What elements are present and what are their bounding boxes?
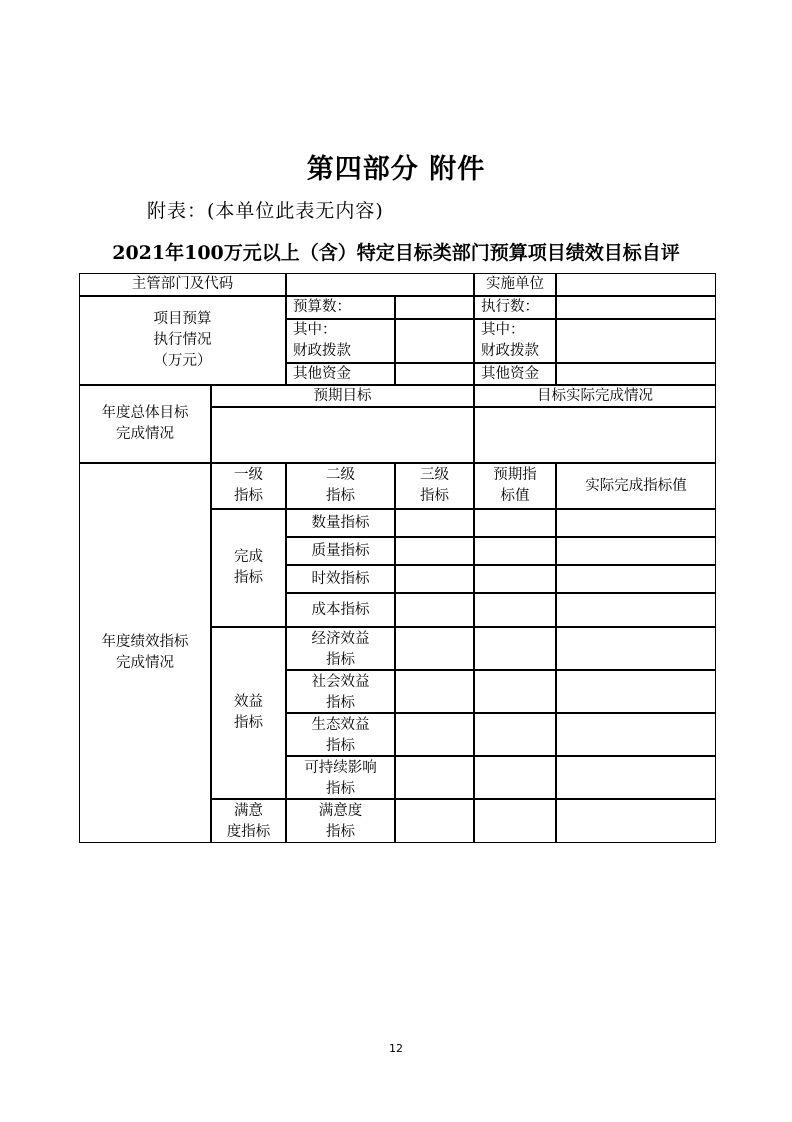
actual-cell xyxy=(556,509,716,537)
col-level1-header: 一级 指标 xyxy=(211,463,286,509)
performance-label: 年度绩效指标 完成情况 xyxy=(79,463,211,843)
col-actual-header: 实际完成指标值 xyxy=(556,463,716,509)
expected-cell xyxy=(474,565,556,593)
indicator-sustainable: 可持续影响 指标 xyxy=(286,756,395,799)
expected-cell xyxy=(474,713,556,756)
indicator-economic: 经济效益 指标 xyxy=(286,627,395,670)
level3-cell xyxy=(395,565,474,593)
expected-cell xyxy=(474,627,556,670)
budget-fiscal-label: 其中： 财政拨款 xyxy=(286,319,395,363)
actual-cell xyxy=(556,670,716,713)
actual-cell xyxy=(556,565,716,593)
indicator-quantity: 数量指标 xyxy=(286,509,395,537)
indicator-cost: 成本指标 xyxy=(286,593,395,627)
executed-other-value-cell xyxy=(556,363,716,385)
actual-goal-header: 目标实际完成情况 xyxy=(474,385,716,407)
group-benefit-label: 效益 指标 xyxy=(211,627,286,799)
budget-fiscal-value-cell xyxy=(395,319,474,363)
actual-cell xyxy=(556,756,716,799)
expected-cell xyxy=(474,756,556,799)
executed-other-label: 其他资金 xyxy=(474,363,556,385)
level3-cell xyxy=(395,799,474,843)
annual-goal-label: 年度总体目标 完成情况 xyxy=(79,385,211,463)
expected-cell xyxy=(474,593,556,627)
budget-amount-value-cell xyxy=(395,296,474,319)
executed-amount-value-cell xyxy=(556,296,716,319)
impl-unit-value-cell xyxy=(556,273,716,296)
col-level2-header: 二级 指标 xyxy=(286,463,395,509)
level3-cell xyxy=(395,756,474,799)
group-completion-label: 完成 指标 xyxy=(211,509,286,627)
expected-cell xyxy=(474,537,556,565)
impl-unit-label: 实施单位 xyxy=(474,273,556,296)
indicator-timeliness: 时效指标 xyxy=(286,565,395,593)
indicator-ecological: 生态效益 指标 xyxy=(286,713,395,756)
level3-cell xyxy=(395,537,474,565)
group-satisfaction-label: 满意 度指标 xyxy=(211,799,286,843)
expected-cell xyxy=(474,509,556,537)
col-level3-header: 三级 指标 xyxy=(395,463,474,509)
level3-cell xyxy=(395,509,474,537)
dept-label: 主管部门及代码 xyxy=(79,273,286,296)
actual-cell xyxy=(556,713,716,756)
actual-cell xyxy=(556,593,716,627)
actual-cell xyxy=(556,627,716,670)
dept-value-cell xyxy=(286,273,474,296)
expected-goal-value-cell xyxy=(211,407,474,463)
budget-execution-label: 项目预算 执行情况 （万元） xyxy=(79,296,286,385)
actual-goal-value-cell xyxy=(474,407,716,463)
page-title: 第四部分 附件 xyxy=(306,154,486,185)
level3-cell xyxy=(395,713,474,756)
budget-other-label: 其他资金 xyxy=(286,363,395,385)
actual-cell xyxy=(556,537,716,565)
executed-fiscal-label: 其中： 财政拨款 xyxy=(474,319,556,363)
expected-goal-header: 预期目标 xyxy=(211,385,474,407)
expected-cell xyxy=(474,670,556,713)
col-expected-header: 预期指 标值 xyxy=(474,463,556,509)
level3-cell xyxy=(395,593,474,627)
expected-cell xyxy=(474,799,556,843)
indicator-social: 社会效益 指标 xyxy=(286,670,395,713)
appendix-note: 附表：(本单位此表无内容) xyxy=(147,200,384,222)
budget-other-value-cell xyxy=(395,363,474,385)
indicator-satisfaction: 满意度 指标 xyxy=(286,799,395,843)
executed-amount-label: 执行数： xyxy=(474,296,556,319)
page-number: 12 xyxy=(389,1042,403,1055)
level3-cell xyxy=(395,670,474,713)
indicator-quality: 质量指标 xyxy=(286,537,395,565)
executed-fiscal-value-cell xyxy=(556,319,716,363)
table-title: 2021年100万元以上（含）特定目标类部门预算项目绩效目标自评 xyxy=(112,242,680,264)
level3-cell xyxy=(395,627,474,670)
budget-amount-label: 预算数： xyxy=(286,296,395,319)
actual-cell xyxy=(556,799,716,843)
